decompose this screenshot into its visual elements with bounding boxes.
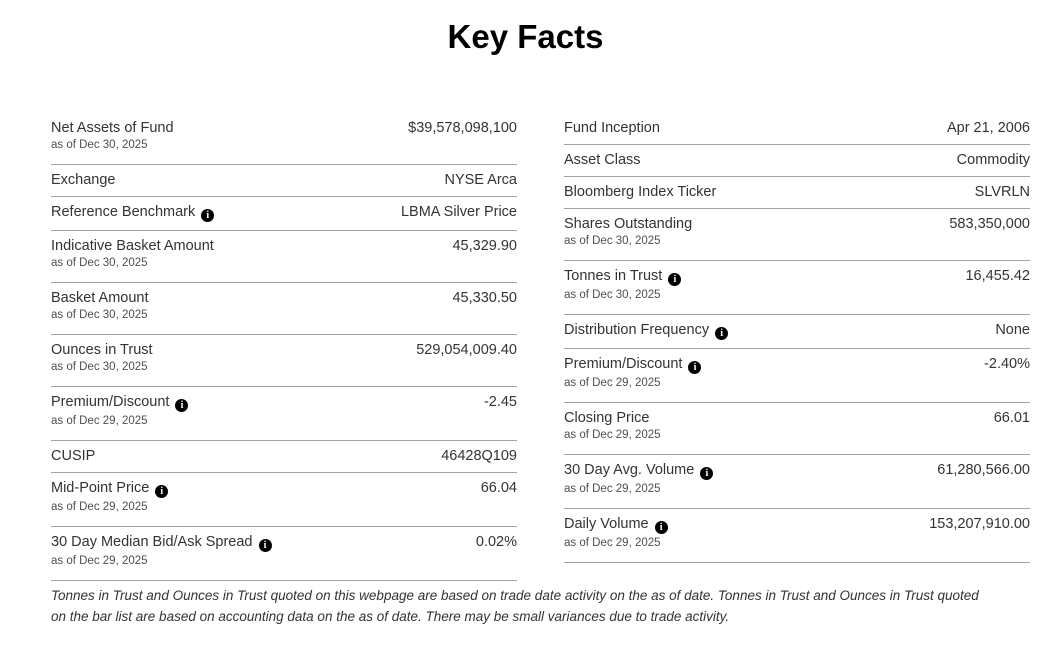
fact-label: Exchange: [51, 172, 116, 188]
fact-value: 61,280,566.00: [937, 462, 1030, 478]
facts-left-column: [51, 113, 517, 581]
fact-value: 153,207,910.00: [929, 516, 1030, 532]
fact-row-net-assets: [51, 113, 517, 165]
as-of-date: as of Dec 29, 2025: [564, 377, 661, 389]
info-icon[interactable]: i: [201, 209, 214, 222]
fact-row-tonnes-in-trust: [564, 261, 1030, 315]
info-icon[interactable]: i: [688, 361, 701, 374]
as-of-date: as of Dec 30, 2025: [51, 361, 148, 373]
fact-label: Reference Benchmark i: [51, 204, 214, 222]
fact-label-wrap: [51, 204, 214, 222]
fact-label-wrap: [51, 120, 174, 156]
fact-label: Fund Inception: [564, 120, 660, 136]
fact-value: -2.45: [483, 394, 517, 410]
fact-label: Shares Outstanding: [564, 216, 693, 232]
info-icon[interactable]: i: [668, 273, 681, 286]
fact-value: 45,330.50: [452, 290, 517, 306]
fact-value: None: [995, 322, 1030, 338]
fact-label: Mid-Point Price i: [51, 480, 168, 498]
fact-label: Net Assets of Fund: [51, 120, 174, 136]
fact-row-ounces-in-trust: [51, 335, 517, 387]
fact-row-mid-point-price: [51, 473, 517, 527]
fact-row-30-day-avg-volume: [564, 455, 1030, 509]
fact-value: 0.02%: [475, 534, 517, 550]
fact-value: -2.40%: [984, 356, 1030, 372]
fact-label-wrap: [51, 394, 188, 432]
fact-value: 583,350,000: [949, 216, 1030, 232]
info-icon[interactable]: i: [155, 485, 168, 498]
as-of-date: as of Dec 30, 2025: [564, 235, 661, 247]
info-icon[interactable]: i: [175, 399, 188, 412]
as-of-date: as of Dec 30, 2025: [564, 289, 661, 301]
fact-label: Premium/Discount i: [51, 394, 188, 412]
fact-value: 45,329.90: [452, 238, 517, 254]
as-of-date: as of Dec 29, 2025: [51, 555, 148, 567]
fact-label: Daily Volume i: [564, 516, 668, 534]
fact-row-bid-ask-spread: [51, 527, 517, 581]
fact-row-distribution-frequency: [564, 315, 1030, 349]
fact-value: 16,455.42: [965, 268, 1030, 284]
fact-label-wrap: [564, 516, 668, 554]
as-of-date: as of Dec 29, 2025: [51, 501, 148, 513]
fact-label-wrap: [51, 534, 272, 572]
fact-label-wrap: [564, 184, 716, 200]
fact-row-asset-class: [564, 145, 1030, 177]
fact-label-wrap: [564, 120, 660, 136]
fact-row-premium-discount: [51, 387, 517, 441]
fact-value: 46428Q109: [441, 448, 517, 464]
info-icon[interactable]: i: [700, 467, 713, 480]
fact-label: Basket Amount: [51, 290, 149, 306]
fact-row-daily-volume: [564, 509, 1030, 563]
fact-value: 66.04: [480, 480, 517, 496]
key-facts-table: [51, 113, 1030, 581]
as-of-date: as of Dec 29, 2025: [564, 537, 661, 549]
fact-value: 66.01: [993, 410, 1030, 426]
fact-label: 30 Day Avg. Volume i: [564, 462, 713, 480]
page-title: Key Facts: [447, 18, 604, 55]
fact-label: Tonnes in Trust i: [564, 268, 681, 286]
fact-label: Ounces in Trust: [51, 342, 153, 358]
fact-label: CUSIP: [51, 448, 96, 464]
fact-row-closing-price: [564, 403, 1030, 455]
as-of-date: as of Dec 30, 2025: [51, 257, 148, 269]
info-icon[interactable]: i: [655, 521, 668, 534]
fact-label-wrap: [564, 322, 728, 340]
fact-label: Premium/Discount i: [564, 356, 701, 374]
as-of-date: as of Dec 30, 2025: [51, 309, 148, 321]
fact-label: Distribution Frequency i: [564, 322, 728, 340]
fact-label: Bloomberg Index Ticker: [564, 184, 717, 200]
fact-value: Apr 21, 2006: [946, 120, 1030, 136]
fact-row-fund-inception: [564, 113, 1030, 145]
info-icon[interactable]: i: [259, 539, 272, 552]
fact-row-exchange: [51, 165, 517, 197]
facts-right-column: [564, 113, 1030, 581]
fact-label-wrap: [51, 342, 153, 378]
footnote: Tonnes in Trust and Ounces in Trust quoted on this webpage are based on trade date activity on the as of date. Tonnes in Trust and Ounces in Trust quoted on the bar list are based on accounting data on the as of date. There may be small variances due to trade activity.: [51, 588, 979, 624]
fact-label-wrap: [564, 268, 681, 306]
as-of-date: as of Dec 29, 2025: [564, 429, 661, 441]
fact-value: SLVRLN: [974, 184, 1030, 200]
fact-row-cusip: [51, 441, 517, 473]
fact-label-wrap: [564, 462, 713, 500]
fact-value: 529,054,009.40: [416, 342, 517, 358]
fact-label-wrap: [564, 356, 701, 394]
fact-label-wrap: [51, 172, 116, 188]
fact-label-wrap: [51, 448, 95, 464]
fact-label: Asset Class: [564, 152, 641, 168]
fact-label-wrap: [564, 216, 692, 252]
as-of-date: as of Dec 29, 2025: [564, 483, 661, 495]
fact-value: NYSE Arca: [444, 172, 517, 188]
fact-value: $39,578,098,100: [408, 120, 517, 136]
fact-label: 30 Day Median Bid/Ask Spread i: [51, 534, 272, 552]
fact-row-indicative-basket-amount: [51, 231, 517, 283]
fact-label-wrap: [564, 410, 661, 446]
fact-label-wrap: [51, 290, 149, 326]
fact-row-bloomberg-index-ticker: [564, 177, 1030, 209]
fact-row-shares-outstanding: [564, 209, 1030, 261]
fact-value: Commodity: [956, 152, 1030, 168]
fact-label: Closing Price: [564, 410, 650, 426]
fact-row-basket-amount: [51, 283, 517, 335]
info-icon[interactable]: i: [715, 327, 728, 340]
fact-label-wrap: [564, 152, 641, 168]
fact-label: Indicative Basket Amount: [51, 238, 214, 254]
fact-row-premium-discount-pct: [564, 349, 1030, 403]
as-of-date: as of Dec 29, 2025: [51, 415, 148, 427]
as-of-date: as of Dec 30, 2025: [51, 139, 148, 151]
fact-label-wrap: [51, 480, 168, 518]
fact-row-reference-benchmark: [51, 197, 517, 231]
fact-label-wrap: [51, 238, 214, 274]
fact-value: LBMA Silver Price: [400, 204, 517, 220]
